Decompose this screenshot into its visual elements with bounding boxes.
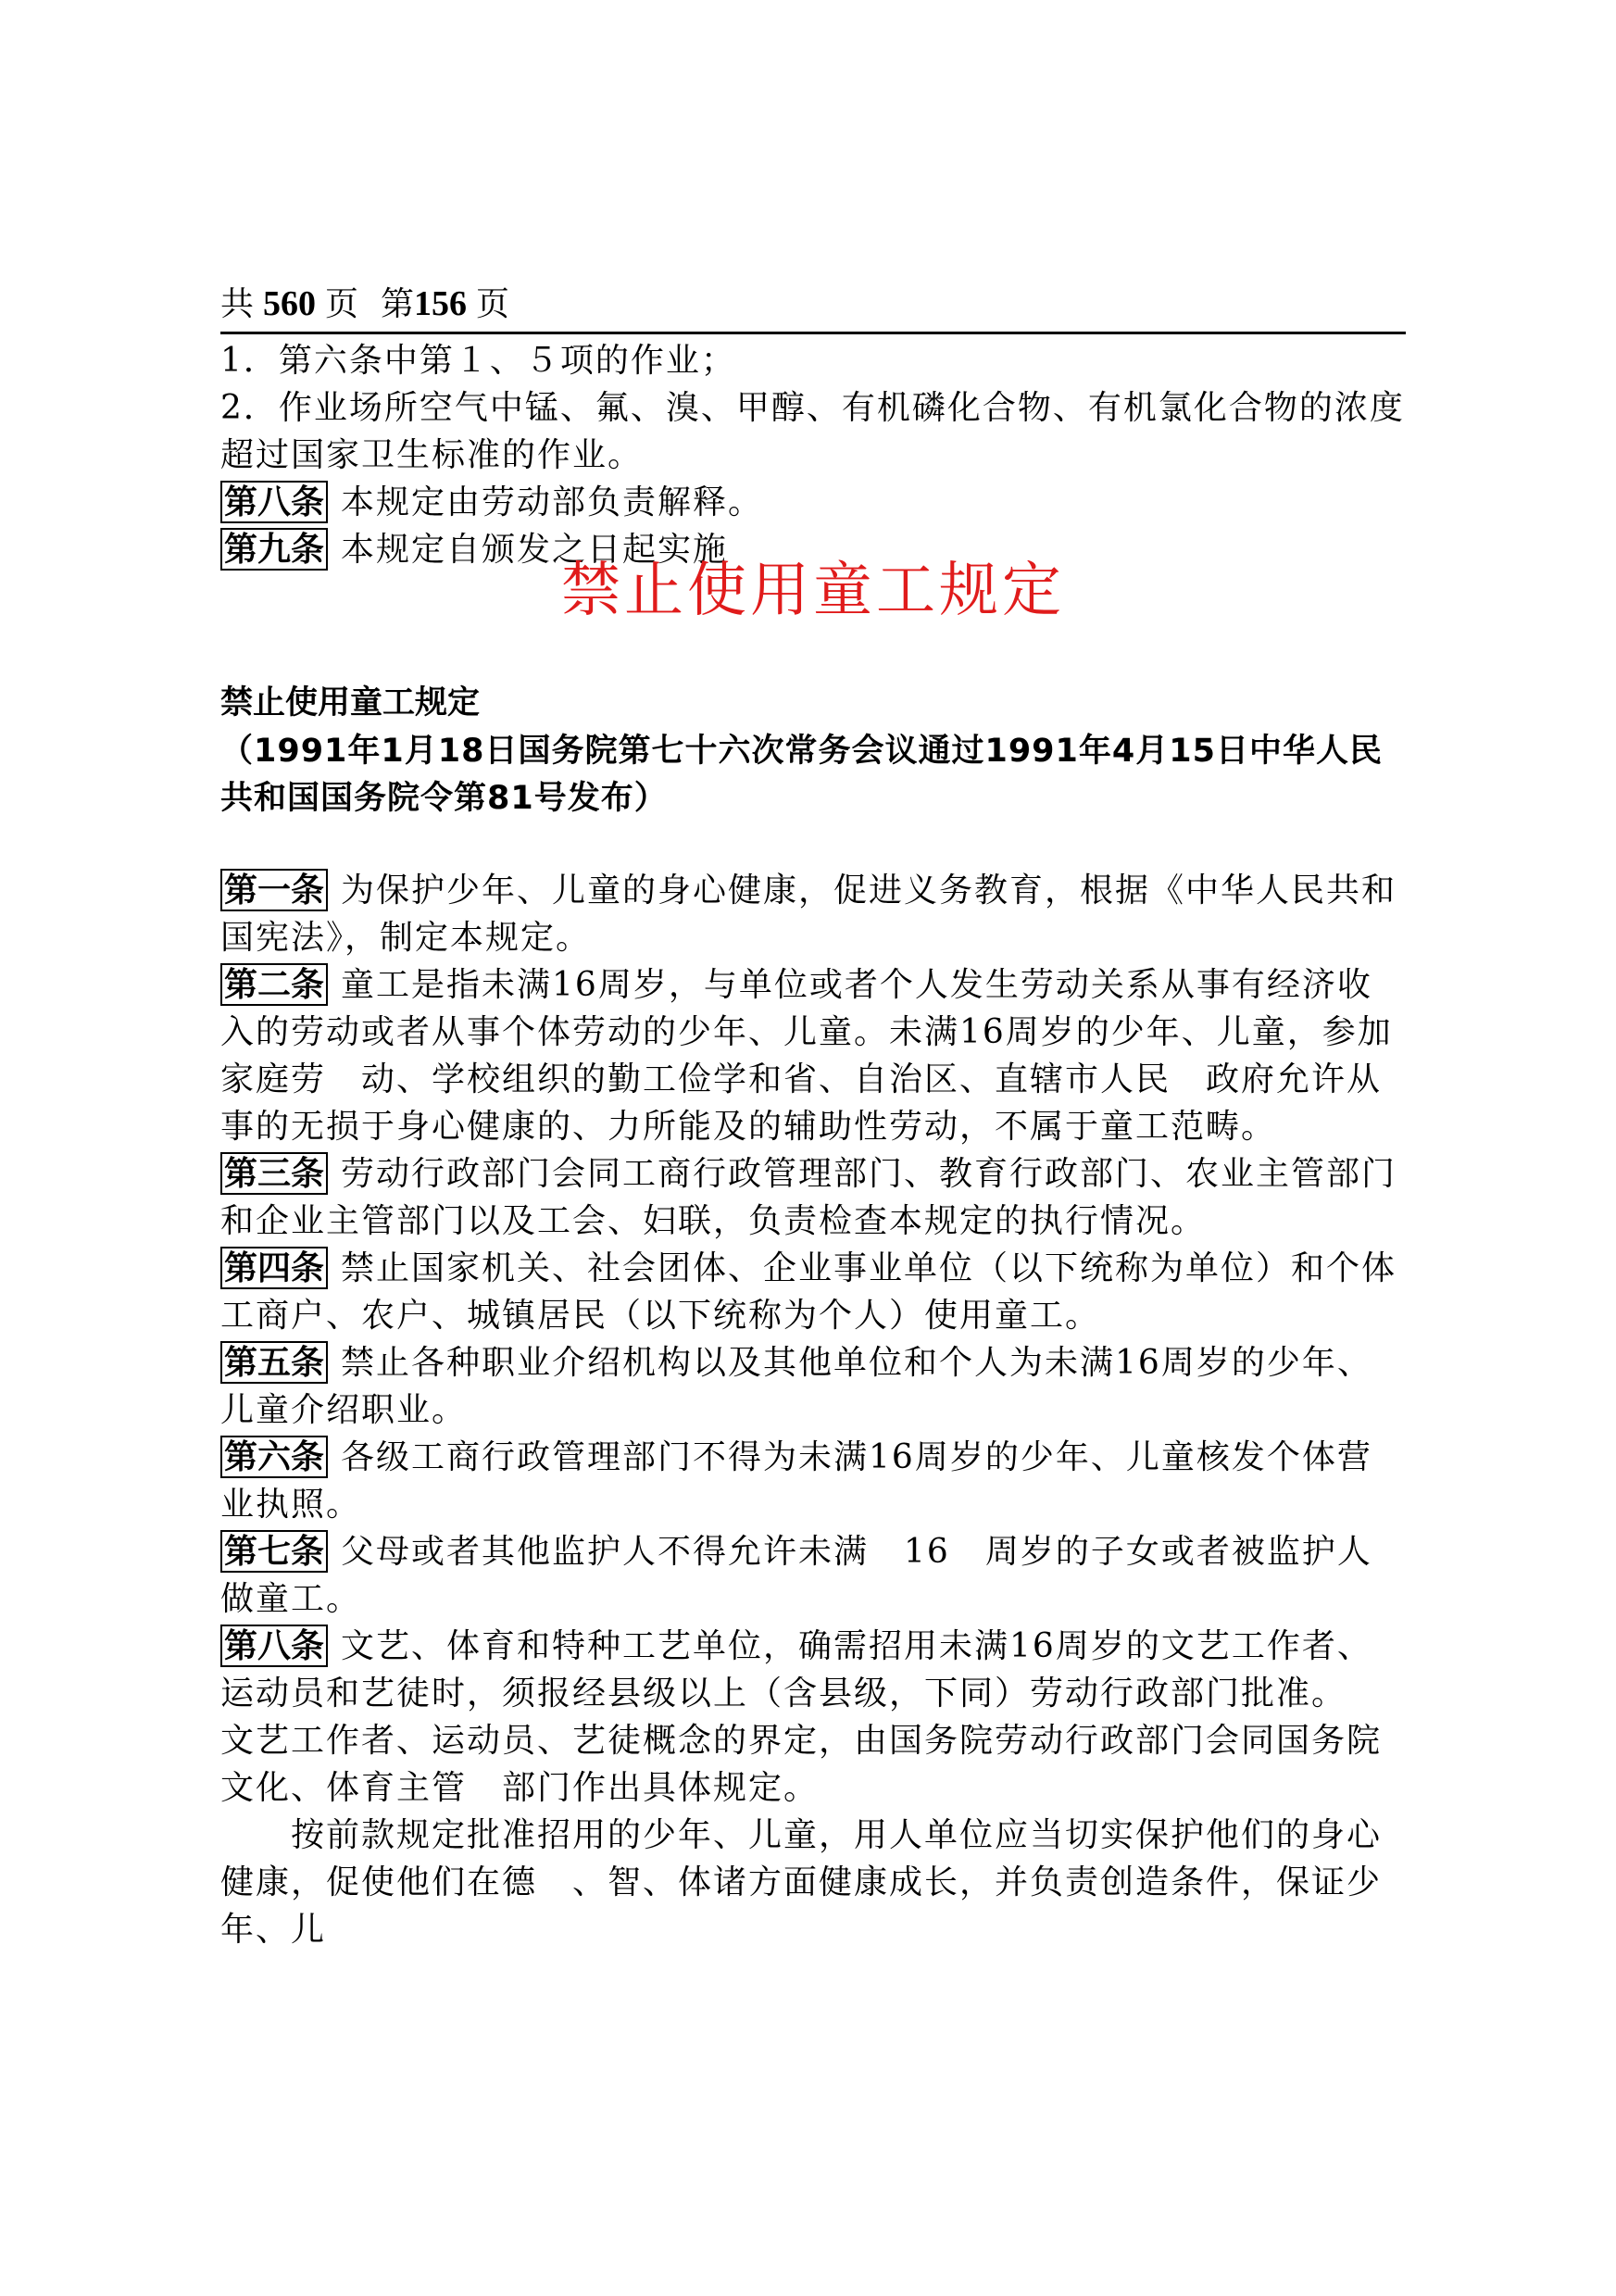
article-text: 文艺、体育和特种工艺单位，确需招用未满16周岁的文艺工作者、运动员和艺徒时，须报经县级以上（含县级，下同）劳动行政部门批准。	[220, 1627, 1372, 1713]
article-text: 本规定自颁发之日起实施	[341, 531, 729, 569]
paragraph-definition: 文艺工作者、运动员、艺徒概念的界定，由国务院劳动行政部门会同国务院文化、体育主管 部门作出具体规定。	[220, 1722, 1383, 1807]
article-text: 劳动行政部门会同工商行政管理部门、教育行政部门、农业主管部门和企业主管部门以及工会、妇联，负责检查本规定的执行情况。	[220, 1155, 1397, 1240]
article-6	[220, 1434, 1406, 1528]
articles-body	[220, 867, 1406, 1953]
article-1	[220, 867, 1406, 961]
paragraph-protection: 按前款规定批准招用的少年、儿童，用人单位应当切实保护他们的身心健康，促使他们在德 、智、体诸方面健康成长，并负责创造条件，保证少年、儿	[220, 1816, 1383, 1949]
article-label: 第八条	[220, 481, 328, 523]
article-7	[220, 1528, 1406, 1623]
article-label: 第七条	[220, 1530, 328, 1573]
article-label: 第五条	[220, 1341, 328, 1384]
promulgation-note: （1991年1月18日国务院第七十六次常务会议通过1991年4月15日中华人民共和国国务院令第81号发布）	[220, 733, 1383, 817]
article-label: 第一条	[220, 869, 328, 911]
header-di: 第	[381, 285, 415, 323]
article-label: 第九条	[220, 528, 328, 571]
article-8	[220, 1623, 1406, 1717]
article-label: 第八条	[220, 1625, 328, 1667]
article-label: 第三条	[220, 1152, 328, 1195]
current-page: 156	[414, 284, 468, 323]
header-ye-2: 页	[476, 285, 510, 323]
article-label: 第六条	[220, 1436, 328, 1478]
article-text: 为保护少年、儿童的身心健康，促进义务教育，根据《中华人民共和国宪法》，制定本规定。	[220, 872, 1397, 957]
article-2	[220, 961, 1406, 1150]
document-title: 禁止使用童工规定	[561, 557, 1065, 625]
prev-item-2: 2．作业场所空气中锰、氟、溴、甲醇、有机磷化合物、有机氯化合物的浓度超过国家卫生标准的作业。	[220, 389, 1405, 474]
previous-section	[220, 337, 1406, 573]
article-3	[220, 1150, 1406, 1245]
prev-item-1: 1．第六条中第１、５项的作业；	[220, 342, 736, 380]
article-label: 第四条	[220, 1247, 328, 1289]
section-subtitle: 禁止使用童工规定	[220, 684, 481, 721]
header-gong: 共	[220, 285, 255, 323]
page-header	[220, 276, 1406, 334]
article-text: 禁止各种职业介绍机构以及其他单位和个人为未满16周岁的少年、儿童介绍职业。	[220, 1344, 1372, 1429]
article-label: 第二条	[220, 963, 328, 1006]
article-5	[220, 1339, 1406, 1434]
article-text: 禁止国家机关、社会团体、企业事业单位（以下统称为单位）和个体工商户、农户、城镇居民（以下统称为个人）使用童工。	[220, 1249, 1397, 1335]
article-4	[220, 1245, 1406, 1339]
header-ye: 页	[325, 285, 359, 323]
article-text: 童工是指未满16周岁，与单位或者个人发生劳动关系从事有经济收 入的劳动或者从事个体劳动的少年、儿童。未满16周岁的少年、儿童，参加家庭劳 动、学校组织的勤工俭学和省、自治区、直辖市人民 政府允许从事的无损于身心健康的、力所能及的辅助性劳动，不属于童工范畴。	[220, 966, 1408, 1146]
article-text: 本规定由劳动部负责解释。	[341, 483, 764, 521]
article-text: 父母或者其他监护人不得允许未满 16 周岁的子女或者被监护人做童工。	[220, 1533, 1372, 1618]
total-pages: 560	[263, 284, 317, 323]
article-text: 各级工商行政管理部门不得为未满16周岁的少年、儿童核发个体营 业执照。	[220, 1438, 1408, 1524]
prev-article-8	[220, 479, 1406, 526]
